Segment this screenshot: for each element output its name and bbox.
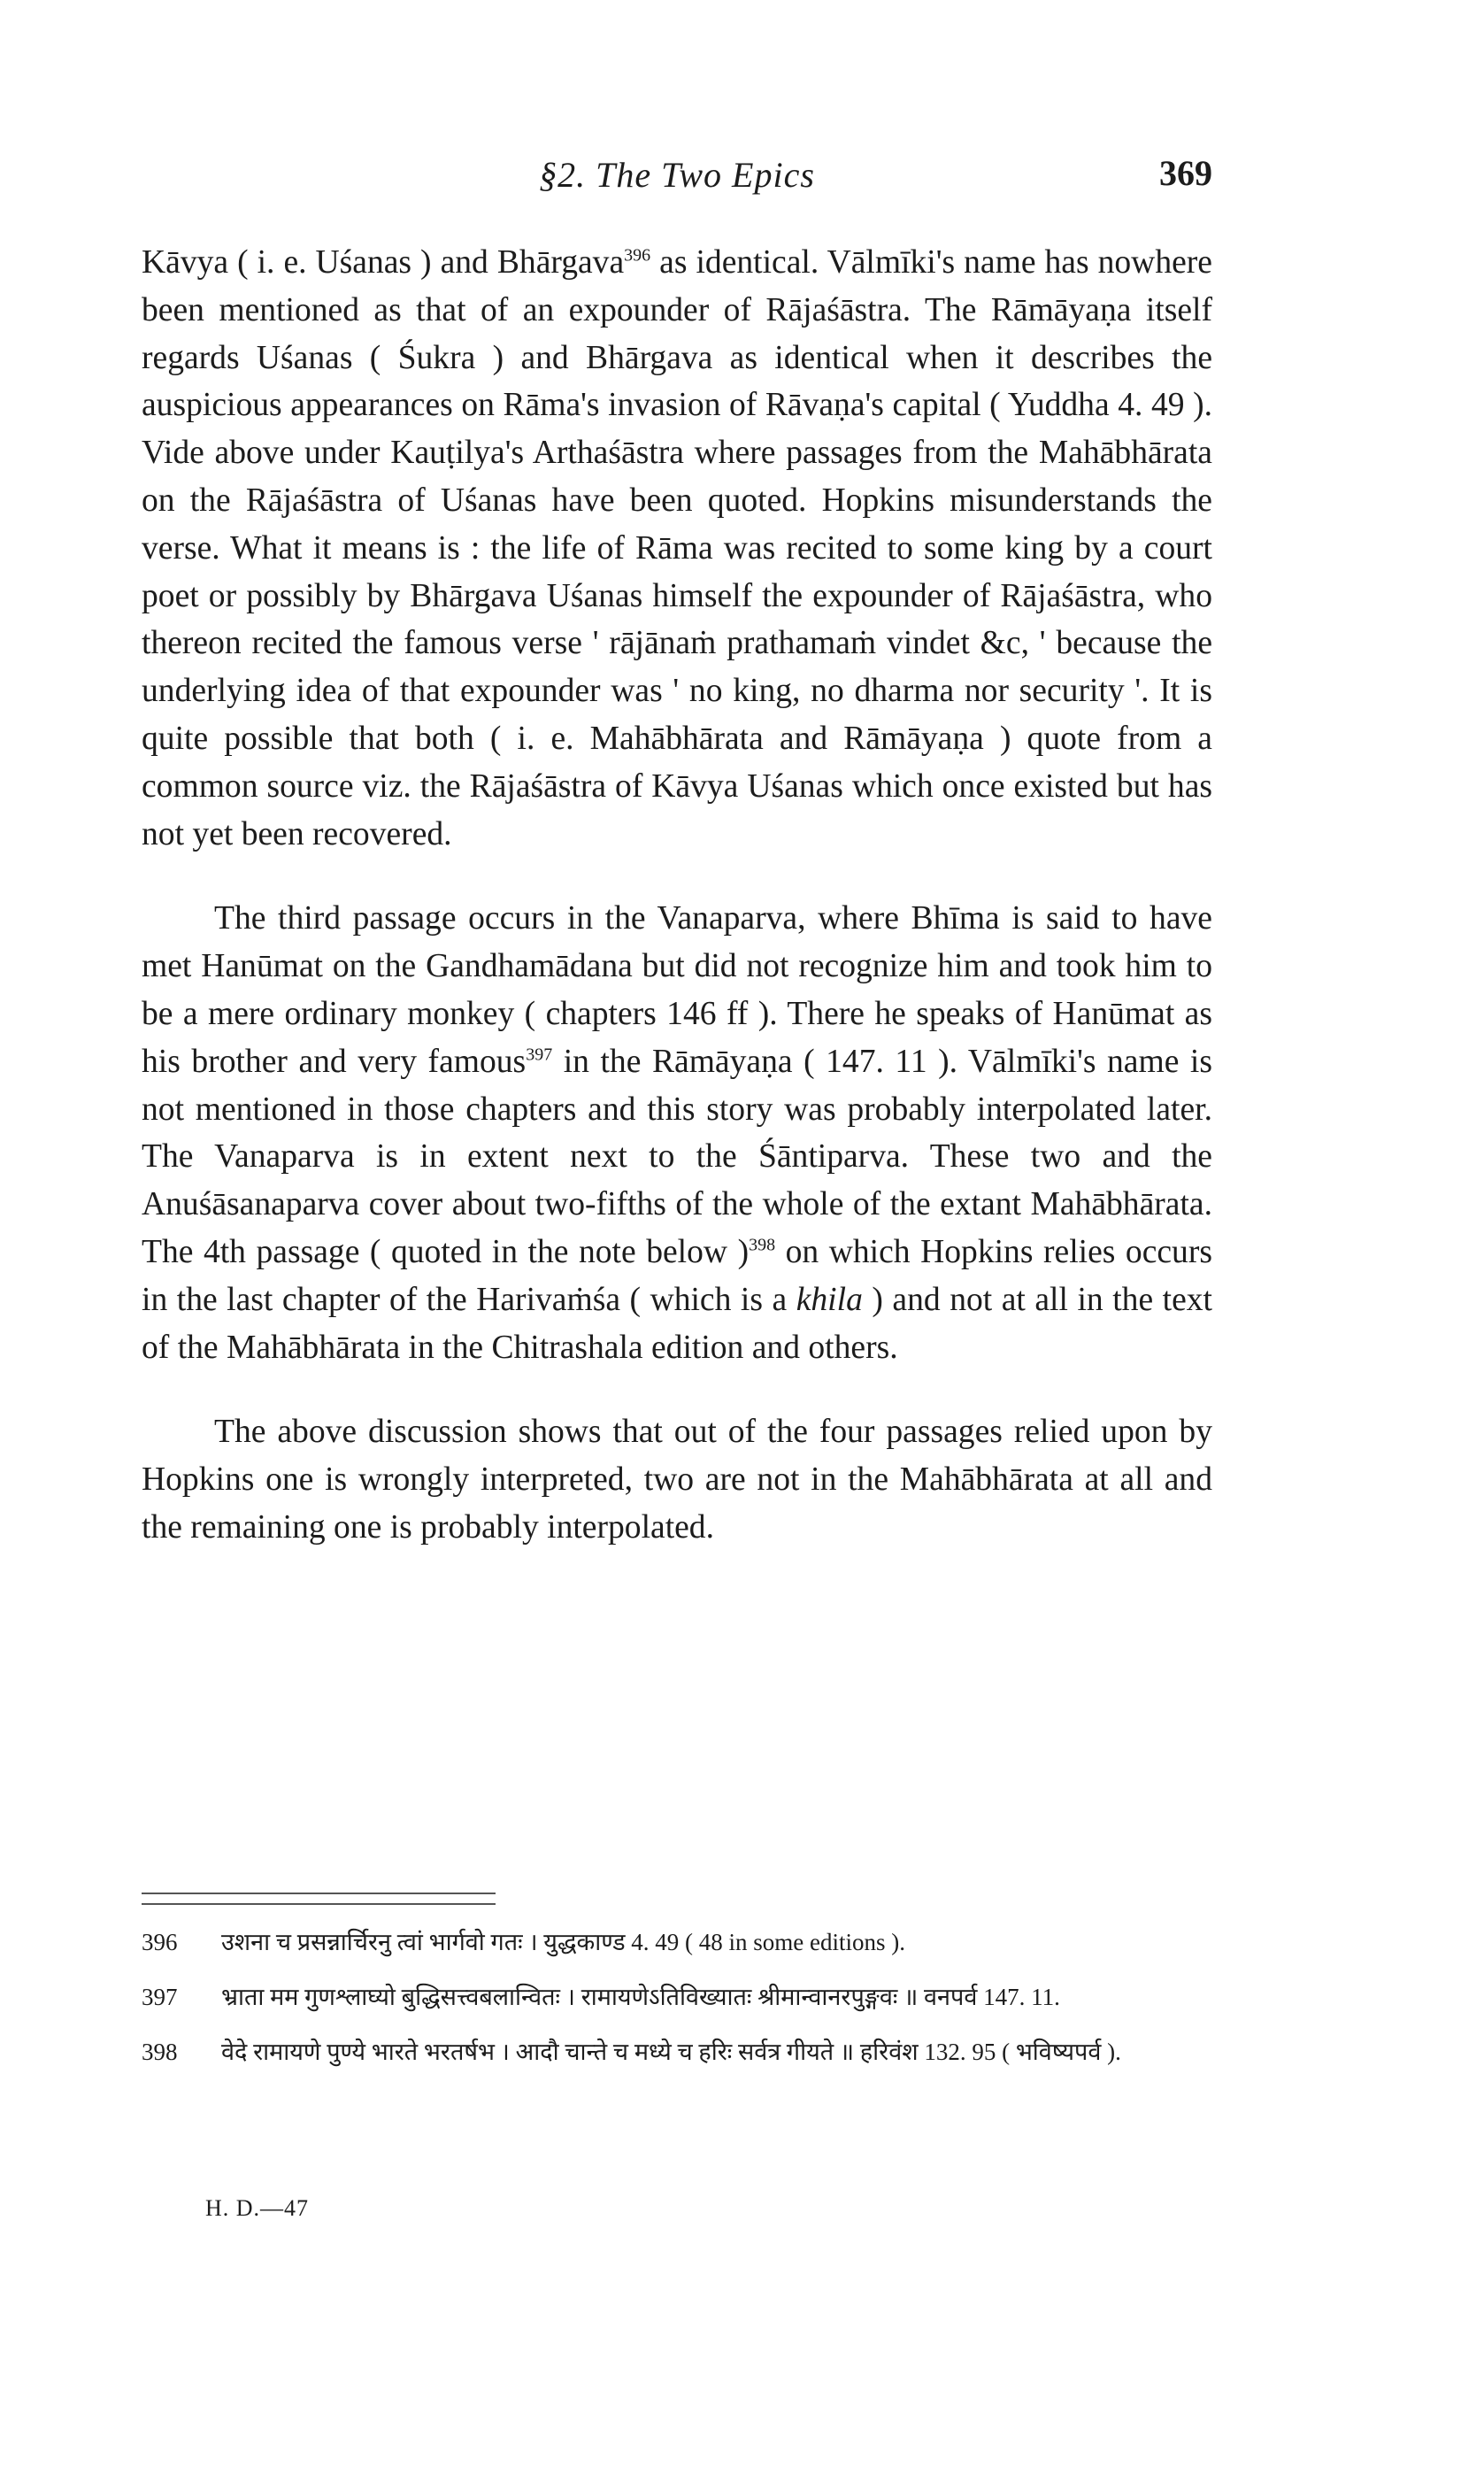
footnote-number: 396 [142,1929,178,1955]
footnote-ref-398: 398 [749,1235,776,1255]
paragraph-1-text-a: Kāvya ( i. e. Uśanas ) and Bhārgava [142,244,625,281]
footnote-396 [142,1923,1212,1962]
page-number: 369 [1159,153,1212,193]
footnotes [142,1923,1212,2087]
paragraph-2-text-d: ) and not at all in the text of the Mahābhārata in the Chitrashala edition and others. [142,1281,1212,1366]
footnote-ref-396: 396 [624,245,651,266]
paragraph-2-text-a: The third passage occurs in the Vanaparva, where Bhīma is said to have met Hanūmat on the Gandhamādana but did not recognize him and took him to be a mere ordinary monkey ( chapters 146 ff ). There he speaks of Hanūmat as his brother and very famous [142,900,1212,1080]
footnote-number: 398 [142,2039,178,2065]
page-header [142,149,1212,202]
paragraph-1-text-b: as identical. Vālmīki's name has nowhere been mentioned as that of an expounder of Rājaśāstra. The Rāmāyaṇa itself regards Uśanas ( Śukra ) and Bhārgava as identical when it describes the auspicious appearances on Rāma's invasion of Rāvaṇa's capital ( Yuddha 4. 49 ). Vide above under Kauṭilya's Arthaśāstra where passages from the Mahābhārata on the Rājaśāstra of Uśanas have been quoted. Hopkins misunderstands the verse. What it means is : the life of Rāma was recited to some king by a court poet or possibly by Bhārgava Uśanas himself the expounder of Rājaśāstra, who thereon recited the famous verse ' rājānaṁ prathamaṁ vindet &c, ' because the underlying idea of that expounder was ' no king, no dharma nor security '. It is quite possible that both ( i. e. Mahābhārata and Rāmāyaṇa ) quote from a common source viz. the Rājaśāstra of Kāvya Uśanas which once existed but has not yet been recovered. [142,244,1212,852]
body-text [142,239,1212,1552]
footnote-397 [142,1977,1212,2016]
paragraph-2 [142,895,1212,1371]
footnote-number: 397 [142,1984,178,2010]
paragraph-1 [142,239,1212,858]
footnote-divider [142,1893,496,1905]
italic-term-khila: khila [796,1281,863,1318]
footnote-text: उशना च प्रसन्नार्चिरनु त्वां भार्गवो गतः । युद्धकाण्ड 4. 49 ( 48 in some editions ). [221,1929,906,1955]
running-head: §2. The Two Epics [539,155,815,195]
footnote-text: भ्राता मम गुणश्लाघ्यो बुद्धिसत्त्वबलान्वितः । रामायणेऽतिविख्यातः श्रीमान्वानरपुङ्गवः ॥ वनपर्व 147. 11. [221,1984,1060,2010]
footnote-398 [142,2032,1212,2071]
paragraph-3: The above discussion shows that out of the four passages relied upon by Hopkins one is wrongly interpreted, two are not in the Mahābhārata at all and the remaining one is probably interpolated. [142,1414,1212,1546]
printer-signature: H. D.—47 [205,2195,310,2221]
paragraph-2-text-c: on which Hopkins relies occurs in the last chapter of the Harivaṁśa ( which is a [142,1233,1212,1318]
footnote-text: वेदे रामायणे पुण्ये भारते भरतर्षभ । आदौ चान्ते च मध्ये च हरिः सर्वत्र गीयते ॥ हरिवंश 132. 95 ( भविष्यपर्व ). [221,2039,1121,2065]
paragraph-2-text-b: in the Rāmāyaṇa ( 147. 11 ). Vālmīki's name is not mentioned in those chapters and this story was probably interpolated later. The Vanaparva is in extent next to the Śāntiparva. These two and the Anuśāsanaparva cover about two-fifths of the whole of the extant Mahābhārata. The 4th passage ( quoted in the note below ) [142,1043,1212,1270]
footnote-ref-397: 397 [526,1045,553,1065]
